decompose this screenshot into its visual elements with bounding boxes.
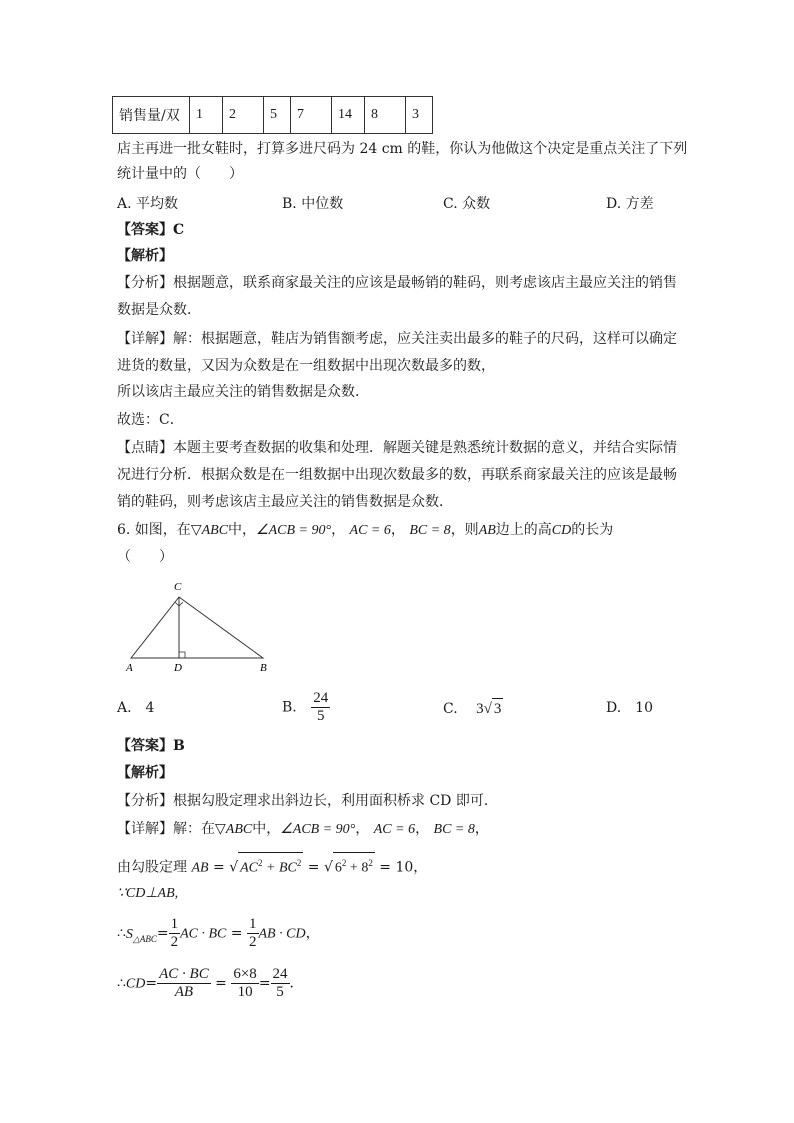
q5-option-d: D. 方差 — [606, 196, 654, 212]
q6-gougu-label: 由勾股定理 — [117, 859, 187, 876]
q6-bc: BC = 8 — [409, 523, 451, 538]
triangle-abc — [131, 597, 263, 658]
table-cell: 5 — [264, 97, 291, 134]
table-cell: 3 — [406, 97, 433, 134]
sales-table — [112, 96, 433, 134]
label-a: A — [126, 662, 133, 674]
triangle-icon: ▽ — [190, 522, 202, 538]
q6-de-chang: 的长为 — [571, 522, 614, 538]
q6-option-c-prefix: C. — [443, 701, 458, 717]
q6-cd-step: ∴CD= $\frac{AC \cdot BC}{AB}$ = $\frac{6\times 8}{10}$ = $\frac{24}{5}$ ． — [117, 966, 304, 1000]
q5-dianjing-line3: 销的鞋码，则考虑该店主最应关注的销售数据是众数． — [117, 494, 453, 510]
q6-fenxi: 【分析】根据勾股定理求出斜边长，利用面积桥求 CD 即可． — [117, 793, 498, 809]
fraction-num: 24 — [313, 690, 329, 706]
label-b: B — [260, 662, 267, 674]
sqrt-coef: 3 — [476, 701, 484, 717]
table-header-cell: 销售量/双 — [113, 97, 190, 134]
q5-xiangjie-line3: 所以该店主最应关注的销售数据是众数． — [117, 384, 369, 400]
q6-option-b — [282, 690, 330, 725]
label-c: C — [174, 581, 182, 593]
q6-cd: CD — [551, 523, 572, 538]
q6-angle-2: ∠ACB = 90° — [280, 822, 356, 837]
q5-dianjing-line1: 【点睛】本题主要考查数据的收集和处理．解题关键是熟悉统计数据的意义，并结合实际情 — [117, 440, 677, 456]
q6-paren: （ ） — [117, 549, 173, 565]
sqrt-expression: 3√ 3 — [476, 701, 503, 717]
q5-choose: 故选：C． — [117, 412, 184, 428]
q6-angle: ∠ACB = 90° — [256, 523, 332, 538]
q5-option-a: A. 平均数 — [117, 196, 179, 212]
table-cell: 14 — [332, 97, 365, 134]
q6-answer: 【答案】B — [117, 738, 185, 754]
q6-area-step: $\therefore S_{\triangle ABC}=$ $\frac{1}{2}$ AC · BC = $\frac{1}{2}$ AB · CD， — [117, 916, 320, 950]
q5-xiangjie-line1: 【详解】解：根据题意，鞋店为销售额考虑，应关注卖出最多的鞋子的尺码，这样可以确定 — [117, 331, 677, 347]
q5-stem-line1: 店主再进一批女鞋时，打算多进尺码为 24 cm 的鞋，你认为他做这个决定是重点关注了下列 — [117, 141, 688, 157]
q5-option-c: C. 众数 — [443, 196, 491, 212]
q6-analysis-title: 【解析】 — [117, 765, 173, 781]
q6-abc: ABC — [201, 523, 229, 538]
table-cell: 8 — [365, 97, 406, 134]
q6-bian: 边上的高 — [495, 522, 552, 538]
q6-ze: ，则 — [450, 522, 479, 538]
q6-ab: AB — [478, 523, 496, 538]
triangle-figure — [118, 576, 278, 676]
q5-fenxi-line1: 【分析】根据题意，联系商家最关注的应该是最畅销的鞋码，则考虑该店主最应关注的销售 — [117, 275, 677, 291]
fraction-24-5 — [311, 690, 330, 725]
table-cell: 7 — [291, 97, 332, 134]
therefore-icon: ∴ — [117, 925, 126, 942]
q6-option-c — [443, 698, 503, 719]
q6-xiangjie: 【详解】解：在▽ABC中，∠ACB = 90°， AC = 6， BC = 8， — [117, 821, 489, 837]
q6-ac: AC = 6 — [349, 523, 391, 538]
q6-abc-2: ABC — [225, 822, 253, 837]
label-d: D — [174, 662, 182, 674]
table-cell: 1 — [190, 97, 223, 134]
q6-zhong: 中， — [228, 522, 257, 538]
q6-number: 6. 如图，在 — [117, 522, 191, 538]
q5-xiangjie-line2: 进货的数量，又因为众数是在一组数据中出现次数最多的数， — [117, 358, 495, 374]
q6-perp: ∵CD⊥AB, — [117, 886, 179, 901]
q5-option-b: B. 中位数 — [282, 196, 344, 212]
q6-option-d: D. 10 — [606, 700, 653, 716]
q5-dianjing-line2: 况进行分析．根据众数是在一组数据中出现次数最多的数，再联系商家最关注的应该是最畅 — [117, 467, 677, 483]
q5-fenxi-line2: 数据是众数． — [117, 302, 201, 318]
triangle-icon: ▽ — [215, 821, 226, 837]
q5-answer: 【答案】C — [117, 222, 185, 238]
sqrt-radicand: 3 — [492, 698, 504, 719]
table-cell: 2 — [223, 97, 264, 134]
table-row — [113, 97, 433, 134]
q6-option-a: A. 4 — [117, 700, 155, 716]
q6-bc-2: BC = 8 — [433, 822, 475, 837]
q5-analysis-title: 【解析】 — [117, 248, 173, 264]
q6-ac-2: AC = 6 — [373, 822, 416, 837]
right-angle-mark-d — [179, 652, 185, 658]
q5-stem-line2: 统计量中的（ ） — [117, 166, 243, 182]
fraction-den: 5 — [316, 708, 325, 724]
q6-stem-line1: 6. 如图，在▽ABC中，∠ACB = 90°， AC = 6， BC = 8，则AB边上的高CD的长为 — [117, 522, 614, 538]
q6-zhong-2: 中， — [252, 821, 281, 837]
therefore-icon: ∴ — [117, 975, 126, 992]
q6-option-b-prefix: B. — [282, 699, 297, 716]
q6-gougu-step: 由勾股定理 AB = √ $AC^2 + BC^2$ = √ $6^2 + 8^2 = 10$， — [117, 852, 427, 879]
q6-xiangjie-prefix: 【详解】解：在 — [117, 821, 215, 837]
